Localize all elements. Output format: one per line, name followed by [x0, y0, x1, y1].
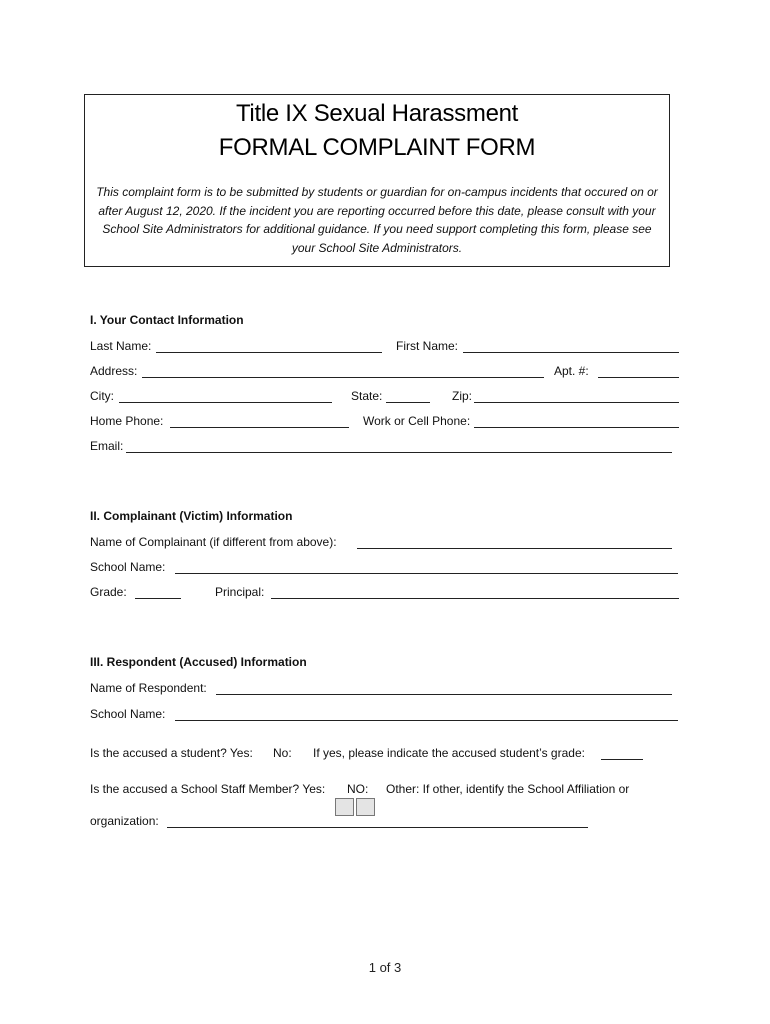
- section2-heading: II. Complainant (Victim) Information: [90, 509, 293, 523]
- organization-label: organization:: [90, 814, 159, 828]
- respondent-name-label: Name of Respondent:: [90, 681, 207, 695]
- first-name-field[interactable]: [463, 352, 679, 353]
- email-field[interactable]: [126, 452, 672, 453]
- first-name-label: First Name:: [396, 339, 459, 353]
- apt-label: Apt. #:: [554, 364, 589, 378]
- home-phone-field[interactable]: [170, 427, 349, 428]
- zip-field[interactable]: [474, 402, 679, 403]
- school-name-label: School Name:: [90, 560, 166, 574]
- last-name-field[interactable]: [156, 352, 382, 353]
- work-phone-field[interactable]: [474, 427, 679, 428]
- zip-label: Zip:: [452, 389, 473, 403]
- address-label: Address:: [90, 364, 138, 378]
- state-label: State:: [351, 389, 383, 403]
- principal-field[interactable]: [271, 598, 679, 599]
- accused-student-no-label: No:: [273, 746, 292, 760]
- last-name-label: Last Name:: [90, 339, 152, 353]
- accused-grade-label: If yes, please indicate the accused student’s grade:: [313, 746, 585, 760]
- page-number: 1 of 3: [368, 960, 402, 975]
- respondent-school-field[interactable]: [175, 720, 678, 721]
- accused-staff-no-label: NO:: [347, 782, 369, 796]
- work-phone-label: Work or Cell Phone:: [363, 414, 471, 428]
- home-phone-label: Home Phone:: [90, 414, 164, 428]
- accused-student-question: Is the accused a student? Yes:: [90, 746, 253, 760]
- other-affiliation-label: Other: If other, identify the School Affiliation or: [386, 782, 630, 796]
- apt-field[interactable]: [598, 377, 679, 378]
- complainant-name-label: Name of Complainant (if different from above):: [90, 535, 337, 549]
- respondent-name-field[interactable]: [216, 694, 672, 695]
- staff-checkbox-group[interactable]: [335, 798, 377, 816]
- section3-heading: III. Respondent (Accused) Information: [90, 655, 307, 669]
- accused-staff-question: Is the accused a School Staff Member? Yes:: [90, 782, 326, 796]
- email-label: Email:: [90, 439, 124, 453]
- form-title-line2: FORMAL COMPLAINT FORM: [218, 134, 536, 161]
- accused-grade-field[interactable]: [601, 759, 643, 760]
- address-field[interactable]: [142, 377, 544, 378]
- grade-label: Grade:: [90, 585, 127, 599]
- staff-checkbox-a[interactable]: [335, 798, 354, 816]
- school-name-field[interactable]: [175, 573, 678, 574]
- complainant-name-field[interactable]: [357, 548, 672, 549]
- form-title-line1: Title IX Sexual Harassment: [235, 100, 519, 127]
- state-field[interactable]: [386, 402, 430, 403]
- principal-label: Principal:: [215, 585, 265, 599]
- staff-checkbox-b[interactable]: [356, 798, 375, 816]
- city-field[interactable]: [119, 402, 332, 403]
- respondent-school-label: School Name:: [90, 707, 166, 721]
- grade-field[interactable]: [135, 598, 181, 599]
- form-intro-text: This complaint form is to be submitted by students or guardian for on-campus incidents that occured on or after August 12, 2020. If the incident you are reporting occurred before this date, please consult with your School Site Administrators for additional guidance. If you need support completing this form, please see your School Site Administrators.: [96, 185, 658, 255]
- form-header-box: [84, 94, 670, 267]
- city-label: City:: [90, 389, 114, 403]
- organization-field[interactable]: [167, 827, 588, 828]
- section1-heading: I. Your Contact Information: [90, 313, 244, 327]
